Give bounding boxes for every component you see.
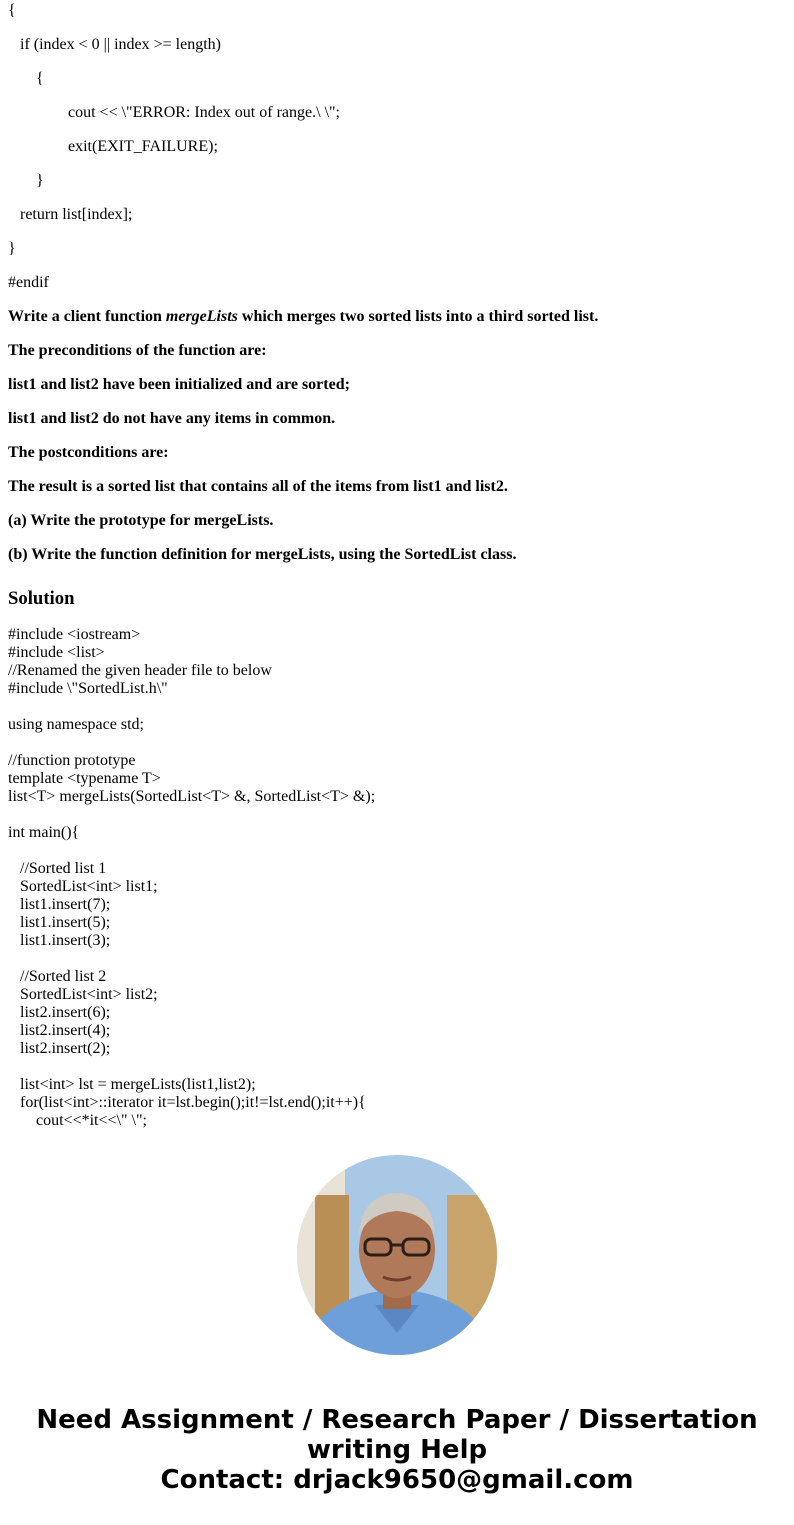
solution-heading: Solution xyxy=(8,588,75,609)
code-line: //Renamed the given header file to below xyxy=(8,662,272,679)
code-line: list2.insert(6); xyxy=(8,1004,111,1021)
code-line: list1.insert(3); xyxy=(8,932,111,949)
banner-line: writing Help xyxy=(306,1435,488,1465)
code-line xyxy=(8,1058,786,1076)
code-line: cout << \"ERROR: Index out of range.\ \"; xyxy=(8,104,340,121)
code-line: #endif xyxy=(8,274,49,291)
question-line: The postconditions are: xyxy=(8,444,169,461)
code-line: } xyxy=(8,240,16,257)
code-line: return list[index]; xyxy=(8,206,133,223)
banner-line: Need Assignment / Research Paper / Dissertation xyxy=(36,1405,758,1435)
code-line: template <typename T> xyxy=(8,770,161,787)
code-line: list1.insert(5); xyxy=(8,914,111,931)
question-line: list1 and list2 do not have any items in common. xyxy=(8,410,336,427)
question-line: The preconditions of the function are: xyxy=(8,342,267,359)
code-line: SortedList<int> list2; xyxy=(8,986,158,1003)
code-line xyxy=(8,734,786,752)
contact-banner xyxy=(0,1405,794,1495)
code-line: SortedList<int> list1; xyxy=(8,878,158,895)
function-name: mergeLists xyxy=(165,308,238,325)
code-line: list2.insert(4); xyxy=(8,1022,111,1039)
question-block xyxy=(8,308,786,580)
code-line: { xyxy=(8,70,44,87)
question-intro-post: which merges two sorted lists into a third sorted list. xyxy=(237,308,599,325)
code-line xyxy=(8,806,786,824)
question-line: The result is a sorted list that contains all of the items from list1 and list2. xyxy=(8,478,508,495)
code-line: for(list<int>::iterator it=lst.begin();it!=lst.end();it++){ xyxy=(8,1094,366,1111)
code-line: if (index < 0 || index >= length) xyxy=(8,36,221,53)
code-line: list2.insert(2); xyxy=(8,1040,111,1057)
code-line: { xyxy=(8,2,16,19)
code-line: list<T> mergeLists(SortedList<T> &, SortedList<T> &); xyxy=(8,788,376,805)
code-line: //Sorted list 2 xyxy=(8,968,107,985)
code-line: using namespace std; xyxy=(8,716,144,733)
code-line: #include \"SortedList.h\" xyxy=(8,680,168,697)
author-avatar xyxy=(297,1155,497,1355)
code-line: exit(EXIT_FAILURE); xyxy=(8,138,218,155)
top-code-block xyxy=(8,2,786,308)
code-line: cout<<*it<<\" \"; xyxy=(8,1112,147,1129)
code-line xyxy=(8,950,786,968)
code-line: int main(){ xyxy=(8,824,80,841)
question-intro xyxy=(8,308,786,342)
contact-email[interactable]: Contact: drjack9650@gmail.com xyxy=(160,1465,634,1495)
question-intro-pre: Write a client function xyxy=(8,308,166,325)
page-content xyxy=(0,2,794,1130)
question-line: (b) Write the function definition for mergeLists, using the SortedList class. xyxy=(8,546,517,563)
code-line xyxy=(8,842,786,860)
code-line: //Sorted list 1 xyxy=(8,860,107,877)
code-line: //function prototype xyxy=(8,752,136,769)
question-line: list1 and list2 have been initialized and are sorted; xyxy=(8,376,350,393)
question-line: (a) Write the prototype for mergeLists. xyxy=(8,512,274,529)
code-line: list<int> lst = mergeLists(list1,list2); xyxy=(8,1076,256,1093)
code-line: #include <list> xyxy=(8,644,105,661)
code-line xyxy=(8,698,786,716)
person-photo-icon xyxy=(297,1155,497,1355)
code-line: } xyxy=(8,172,44,189)
code-line: list1.insert(7); xyxy=(8,896,111,913)
code-line: #include <iostream> xyxy=(8,626,141,643)
solution-code-block xyxy=(8,626,786,1130)
